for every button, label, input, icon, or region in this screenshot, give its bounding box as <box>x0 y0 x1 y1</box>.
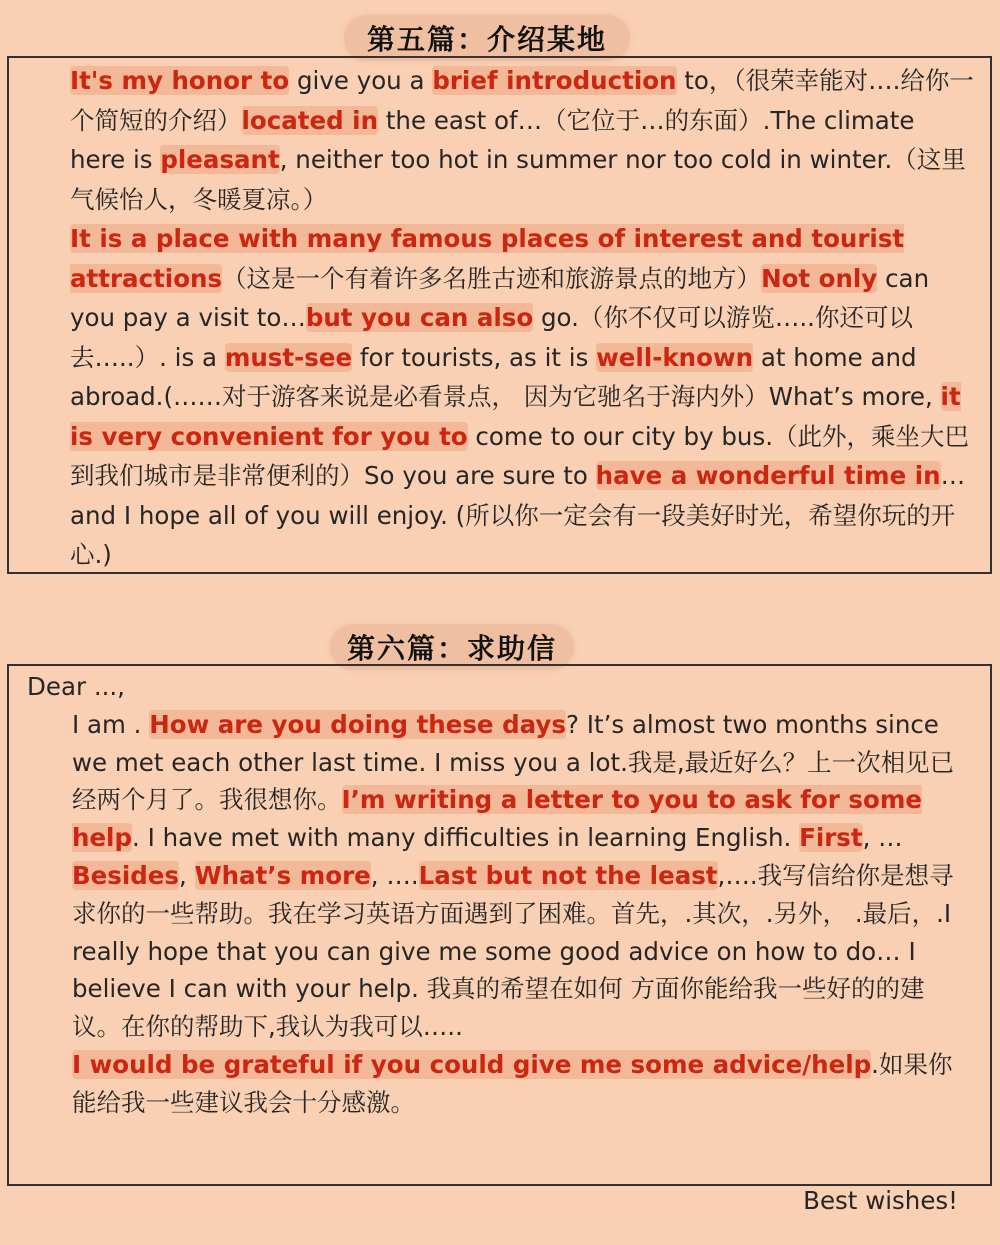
body-text: , … <box>862 823 903 853</box>
highlighted-phrase: have a wonderful time in <box>595 461 941 490</box>
section-box-1 <box>7 56 992 574</box>
body-text: .如果你能给我一些建议我会十分感激。 <box>72 1049 953 1117</box>
paragraph-help-request <box>27 706 970 1046</box>
body-text: …and I hope all of you will enjoy. (所以你一定会有一段美好时光，希望你玩的开心.) <box>70 461 966 569</box>
highlighted-phrase: First <box>799 823 863 853</box>
body-text: to，（很荣幸能对….给你一个简短的介绍） <box>70 66 974 135</box>
body-text: I am . <box>72 709 150 739</box>
body-text: give you a <box>289 66 433 95</box>
highlighted-phrase: What’s more <box>194 860 371 890</box>
highlighted-phrase: Besides <box>72 860 180 890</box>
body-text: the east of…（它位于…的东面）.The climate here is <box>70 105 915 174</box>
section-box-2 <box>7 664 992 1215</box>
highlighted-phrase: it is very convenient for you to <box>70 382 961 451</box>
body-text: for tourists, as it is <box>352 342 597 372</box>
body-text: . I have met with many difficulties in learning English. <box>132 823 800 853</box>
highlighted-phrase: located in <box>241 105 379 135</box>
highlighted-phrase: Last but not the least <box>418 860 718 890</box>
body-text: come to our city by bus.（此外，乘坐大巴到我们城市是非常便利的）So you are sure to <box>70 421 970 490</box>
paragraph-gratitude <box>27 1046 970 1122</box>
highlighted-phrase: It's my honor to <box>70 66 290 95</box>
body-text: go.（你不仅可以游览…..你还可以去…..）. is a <box>70 303 913 372</box>
highlighted-phrase: brief introduction <box>432 66 677 95</box>
highlighted-phrase: but you can also <box>305 303 534 332</box>
section-title-1: 第五篇：介绍某地 <box>344 15 630 61</box>
highlighted-phrase: It is a place with many famous places of interest and tourist attractions <box>70 224 905 293</box>
body-text: , neither too hot in summer nor too cold in winter.（这里气候怡人，冬暖夏凉。） <box>70 145 966 214</box>
highlighted-phrase: must-see <box>224 342 353 372</box>
highlighted-phrase: I would be grateful if you could give me some advice/help <box>72 1049 872 1079</box>
body-text: ,….我写信给你是想寻求你的一些帮助。我在学习英语方面遇到了困难。首先，.其次，.另外， .最后，.I really hope that you can give me some good advice on how to do… I believe I can with your help. 我真的希望在如何 方面你能给我一些好的的建议。在你的帮助下,我认为我可以….. <box>72 860 954 1042</box>
body-text: can you pay a visit to… <box>70 263 930 332</box>
highlighted-phrase: How are you doing these days <box>149 709 566 739</box>
highlighted-phrase: Not only <box>761 263 878 293</box>
highlighted-phrase: well-known <box>596 342 754 372</box>
highlighted-phrase: I’m writing a letter to you to ask for some help <box>72 785 922 853</box>
body-text: at home and abroad.(……对于游客来说是必看景点， 因为它驰名于海内外）What’s more, <box>70 342 941 411</box>
paragraph-attractions <box>25 219 974 575</box>
body-text: , <box>179 860 195 890</box>
body-text: ? It’s almost two months since we met each other last time. I miss you a lot.我是,最近好么？上一次相见已经两个月了。我很想你。 <box>72 709 955 815</box>
paragraph-intro <box>25 61 974 219</box>
highlighted-phrase: pleasant <box>160 145 280 174</box>
section-title-2: 第六篇：求助信 <box>330 624 574 670</box>
body-text: （这是一个有着许多名胜古迹和旅游景点的地方） <box>222 263 762 293</box>
letter-greeting: Dear ..., <box>27 672 125 701</box>
letter-closing: Best wishes! <box>803 1185 958 1215</box>
body-text: , …. <box>370 860 419 890</box>
